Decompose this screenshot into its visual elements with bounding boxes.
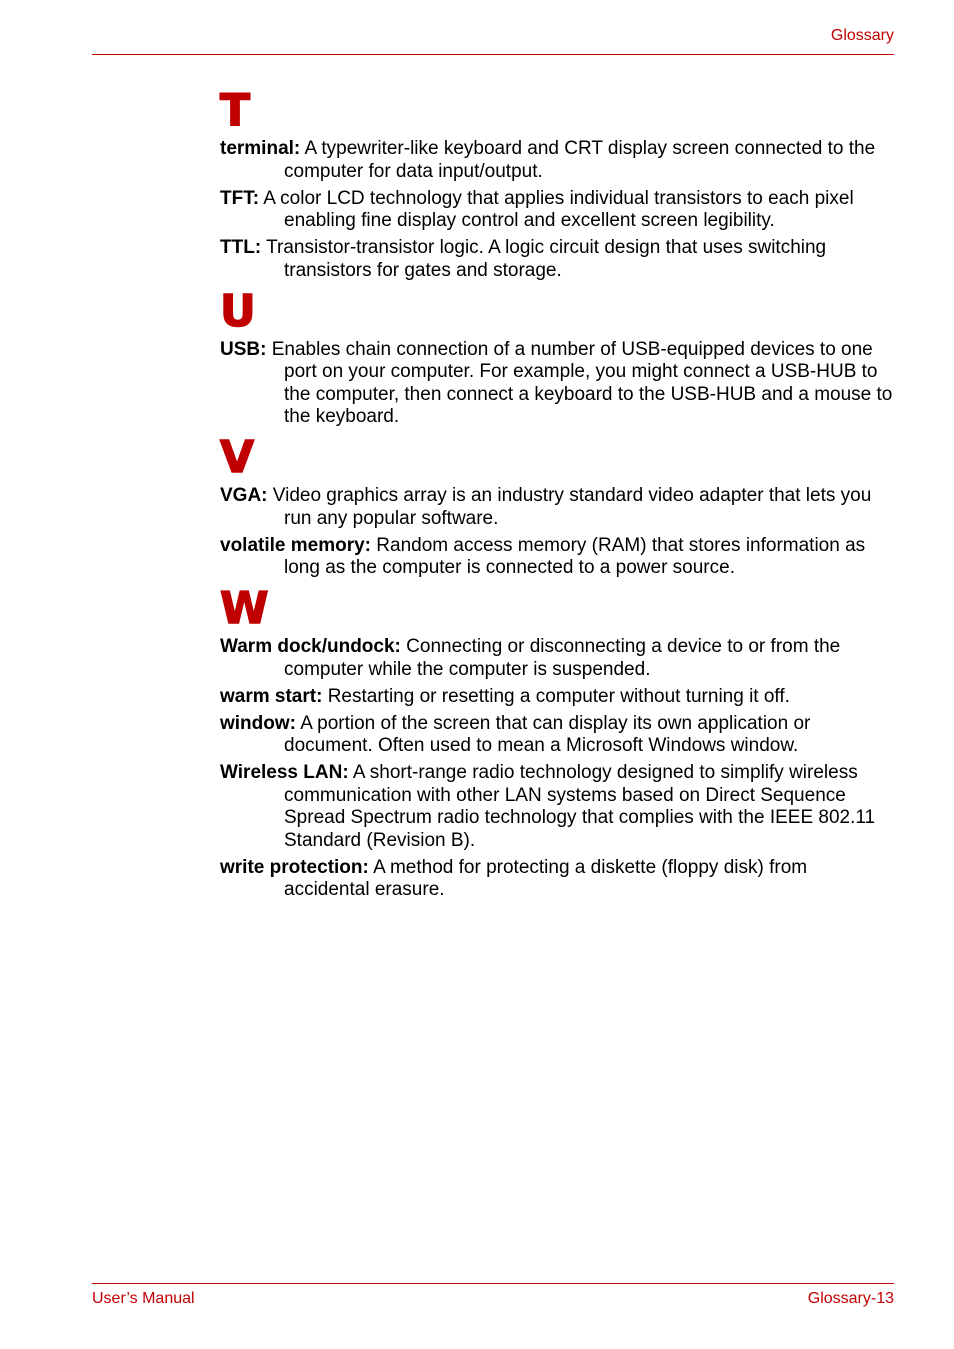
- glossary-entry-write-protection: [220, 857, 896, 902]
- entry-term: write protection:: [220, 856, 369, 878]
- entry-definition: Restarting or resetting a computer without turning it off.: [327, 685, 790, 707]
- running-header-title: Glossary: [830, 27, 894, 44]
- entry-term: USB:: [220, 338, 267, 360]
- footer-page-number: Glossary-13: [807, 1290, 894, 1307]
- entry-definition: Video graphics array is an industry standard video adapter that lets you run any popular software.: [272, 485, 872, 529]
- glossary-entry-usb: [220, 339, 896, 429]
- section-v: [220, 433, 896, 580]
- entry-definition: A short-range radio technology designed to simplify wireless communication with other LAN systems based on Direct Sequence Spread Spectrum radio technology that complies with the IEEE 802.11 Standard (Revision B).: [284, 762, 876, 851]
- section-letter: U: [220, 285, 256, 337]
- glossary-entry-ttl: [220, 237, 896, 282]
- glossary-entry-warm-dock: [220, 636, 896, 681]
- entry-definition: A method for protecting a diskette (floppy disk) from accidental erasure.: [284, 856, 808, 900]
- glossary-entry-vga: [220, 485, 896, 530]
- entry-definition: Transistor-transistor logic. A logic circuit design that uses switching transistors for gates and storage.: [266, 237, 827, 281]
- header-rule: [92, 54, 894, 55]
- entry-definition: A color LCD technology that applies individual transistors to each pixel enabling fine display control and excellent screen legibility.: [263, 187, 854, 231]
- glossary-entry-warm-start: [220, 686, 896, 709]
- glossary-entry-terminal: [220, 138, 896, 183]
- glossary-entry-wireless-lan: [220, 762, 896, 852]
- section-letter: V: [220, 432, 255, 483]
- section-t: [220, 86, 896, 282]
- entry-term: window:: [220, 712, 296, 734]
- entry-term: VGA:: [220, 485, 268, 506]
- entry-term: Wireless LAN:: [220, 762, 349, 783]
- section-letter: T: [220, 85, 251, 136]
- glossary-content: [220, 86, 896, 906]
- entry-definition: Enables chain connection of a number of USB-equipped devices to one port on your computer. For example, you might connect a USB-HUB to the computer, then connect a keyboard to the USB-HUB and a mouse to the keyboard.: [271, 338, 893, 427]
- glossary-entry-volatile-memory: [220, 535, 896, 580]
- entry-term: TTL:: [220, 237, 262, 258]
- entry-term: volatile memory:: [220, 534, 371, 556]
- entry-definition: A typewriter-like keyboard and CRT display screen connected to the computer for data input/output.: [284, 138, 876, 182]
- footer-rule: [92, 1283, 894, 1284]
- entry-term: terminal:: [220, 138, 301, 159]
- section-w: [220, 584, 896, 902]
- entry-term: TFT:: [220, 187, 260, 209]
- entry-term: warm start:: [220, 685, 323, 707]
- entry-term: Warm dock/undock:: [220, 636, 401, 657]
- glossary-entry-tft: [220, 188, 896, 233]
- entry-definition: Connecting or disconnecting a device to or from the computer while the computer is suspended.: [284, 636, 841, 680]
- entry-definition: A portion of the screen that can display its own application or document. Often used to mean a Microsoft Windows window.: [284, 712, 811, 756]
- footer-manual-title: User’s Manual: [92, 1290, 195, 1307]
- section-u: [220, 287, 896, 429]
- section-letter: W: [220, 583, 269, 634]
- entry-definition: Random access memory (RAM) that stores information as long as the computer is connected to a power source.: [284, 534, 866, 578]
- glossary-entry-window: [220, 713, 896, 758]
